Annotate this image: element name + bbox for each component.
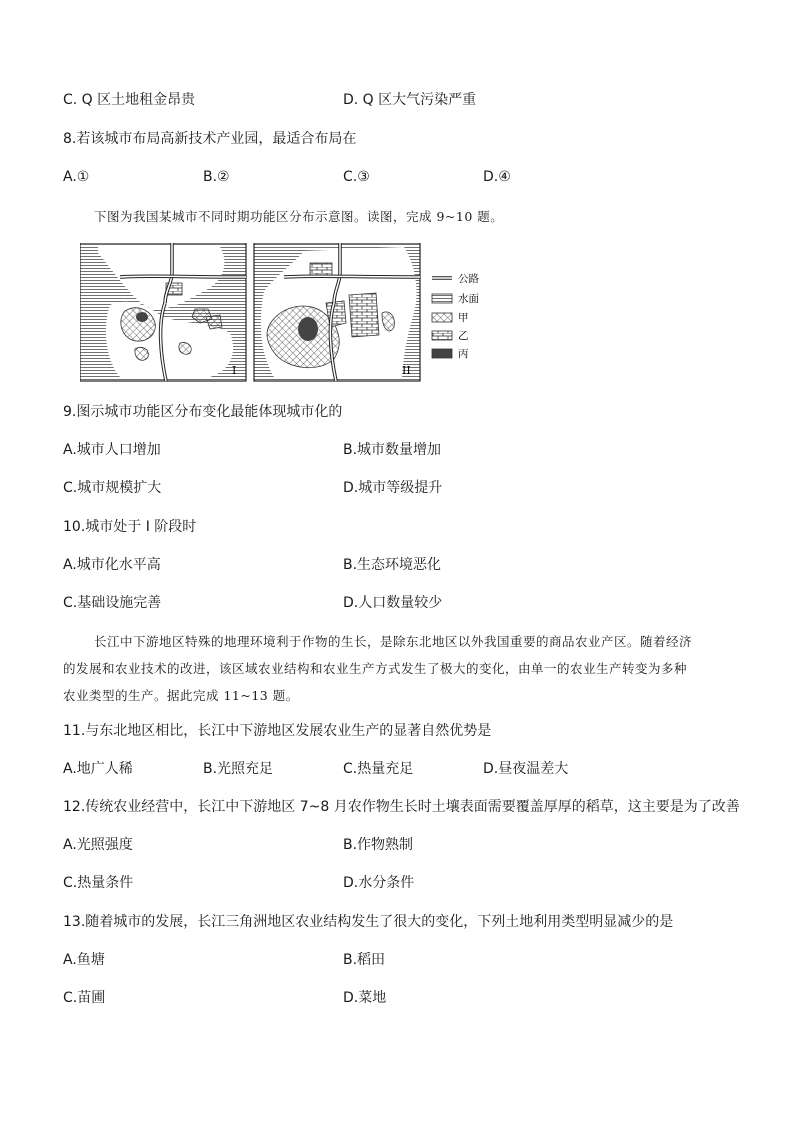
q10-option-d: D.人口数量较少 <box>343 595 443 611</box>
q11-stem: 11.与东北地区相比，长江中下游地区发展农业生产的显著自然优势是 <box>63 723 492 739</box>
q13-option-a: A.鱼塘 <box>63 952 105 968</box>
q7-option-c: C. Q 区土地租金昂贵 <box>63 92 196 108</box>
q8-option-a: A.① <box>63 169 90 185</box>
q10-stem: 10.城市处于 I 阶段时 <box>63 519 197 535</box>
q8-option-d: D.④ <box>483 169 511 185</box>
q7-option-d: D. Q 区大气污染严重 <box>343 92 477 108</box>
q13-option-d: D.菜地 <box>343 990 387 1006</box>
legend-bing <box>432 348 469 360</box>
legend-water <box>432 292 479 305</box>
legend-bing-label: 丙 <box>458 348 469 360</box>
q9-stem: 9.图示城市功能区分布变化最能体现城市化的 <box>63 404 343 420</box>
legend-yi-label: 乙 <box>458 330 469 342</box>
q10-option-b: B.生态环境恶化 <box>343 557 442 573</box>
q12-option-c: C.热量条件 <box>63 875 134 891</box>
q10-option-a: A.城市化水平高 <box>63 557 161 573</box>
q9-option-d: D.城市等级提升 <box>343 480 443 496</box>
q8-option-c: C.③ <box>343 169 370 185</box>
legend-yi <box>432 330 469 342</box>
map-panel-2 <box>254 243 420 381</box>
q9-option-c: C.城市规模扩大 <box>63 480 162 496</box>
intro-11-13-line-1: 长江中下游地区特殊的地理环境利于作物的生长，是除东北地区以外我国重要的商品农业产区。随着经济 <box>94 634 693 649</box>
map-panel-1 <box>80 243 246 381</box>
intro-9-10: 下图为我国某城市不同时期功能区分布示意图。读图，完成 9~10 题。 <box>94 209 504 224</box>
q11-option-b: B.光照充足 <box>203 761 274 777</box>
q9-option-a: A.城市人口增加 <box>63 442 161 458</box>
legend-jia-label: 甲 <box>458 312 469 324</box>
map-legend <box>432 272 479 360</box>
q13-option-c: C.苗圃 <box>63 990 106 1006</box>
q13-stem: 13.随着城市的发展，长江三角洲地区农业结构发生了很大的变化，下列土地利用类型明显减少的是 <box>63 914 674 930</box>
panel-2-label: II <box>402 364 411 377</box>
city-function-zone-map <box>80 243 480 383</box>
q11-option-c: C.热量充足 <box>343 761 414 777</box>
q11-option-d: D.昼夜温差大 <box>483 761 569 777</box>
panel-1-label: I <box>232 364 237 377</box>
legend-road <box>432 272 479 285</box>
q13-option-b: B.稻田 <box>343 952 386 968</box>
q12-option-d: D.水分条件 <box>343 875 415 891</box>
q12-option-b: B.作物熟制 <box>343 837 414 853</box>
q11-option-a: A.地广人稀 <box>63 761 133 777</box>
legend-water-label: 水面 <box>458 293 479 305</box>
q12-stem: 12.传统农业经营中，长江中下游地区 7~8 月农作物生长时土壤表面需要覆盖厚厚的稻草，这主要是为了改善 <box>63 799 740 815</box>
q9-option-b: B.城市数量增加 <box>343 442 442 458</box>
intro-11-13-line-2: 的发展和农业技术的改进，该区域农业结构和农业生产方式发生了极大的变化，由单一的农业生产转变为多种 <box>63 661 688 676</box>
intro-11-13-line-3: 农业类型的生产。据此完成 11~13 题。 <box>63 688 299 703</box>
q8-stem: 8.若该城市布局高新技术产业园，最适合布局在 <box>63 131 357 147</box>
q12-option-a: A.光照强度 <box>63 837 133 853</box>
legend-road-label: 公路 <box>458 273 479 285</box>
q8-option-b: B.② <box>203 169 230 185</box>
q10-option-c: C.基础设施完善 <box>63 595 162 611</box>
legend-jia <box>432 312 469 324</box>
